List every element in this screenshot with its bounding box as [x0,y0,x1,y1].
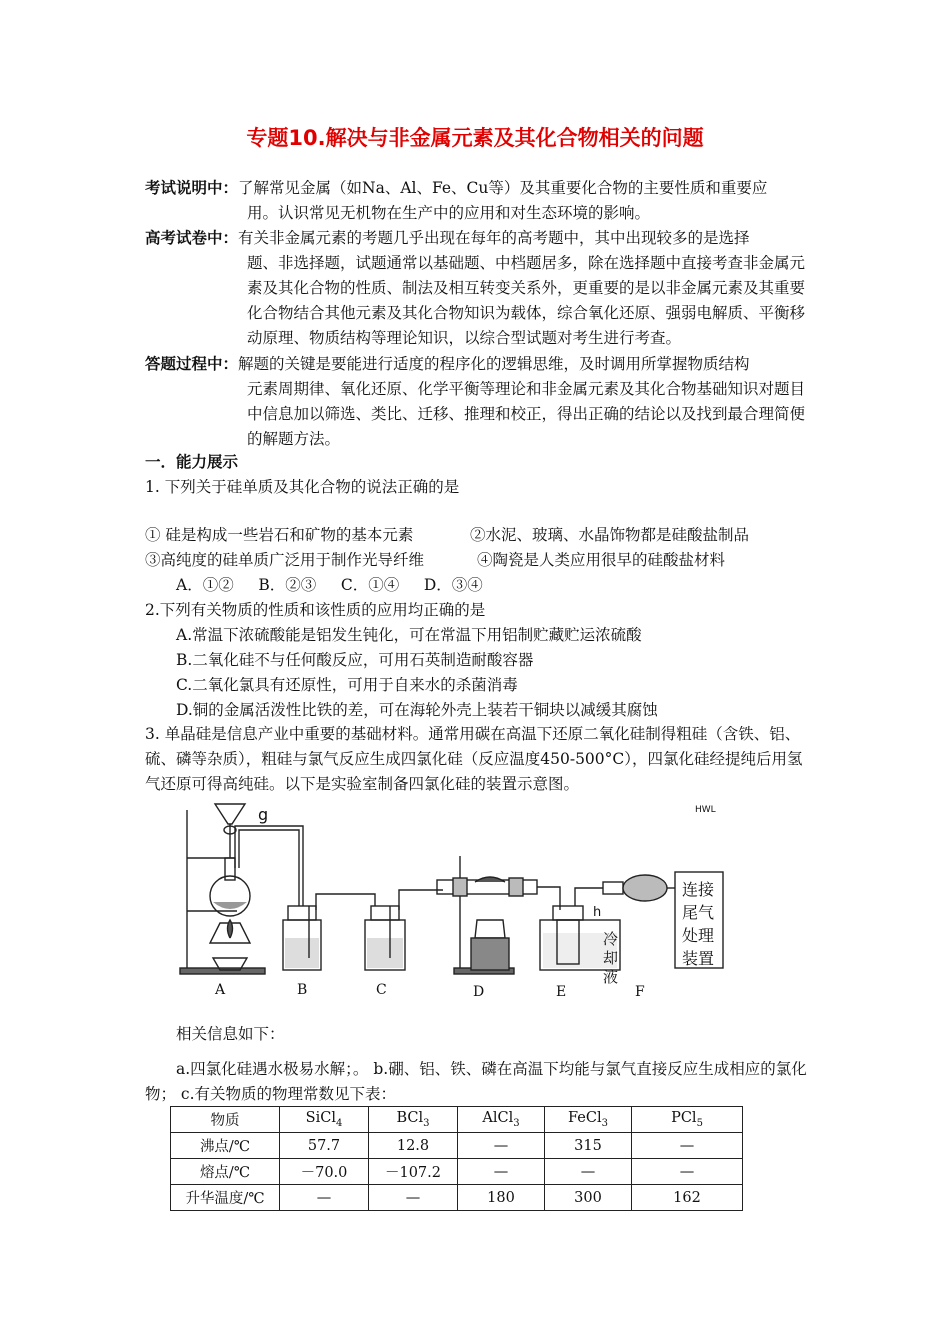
exam-description-text2: 用。认识常见无机物在生产中的应用和对生态环境的影响。 [247,204,651,222]
q3-info-text: a.四氯化硅遇水极易水解；。 b.硼、铝、铁、磷在高温下均能与氯气直接反应生成相应的氯化物； c.有关物质的物理常数见下表： [145,1060,807,1103]
q1-item-3: ③高纯度的硅单质广泛用于制作光导纤维 [145,551,425,569]
label-h: h [593,905,602,920]
apparatus-diagram [175,798,755,1003]
q2-stem: 2.下列有关物质的性质和该性质的应用均正确的是 [145,601,486,619]
apparatus-b [283,894,375,970]
label-d: D [473,984,485,1000]
table-cell: — [280,1185,369,1211]
exam-paper-description [145,226,815,351]
table-cell: 12.8 [369,1133,458,1159]
exam-description-text1: 了解常见金属（如Na、Al、Fe、Cu等）及其重要化合物的主要性质和重要应 [238,179,768,197]
q3-info-heading: 相关信息如下： [176,1025,285,1043]
table-cell: 300 [545,1185,632,1211]
answering-text2: 元素周期律、氧化还原、化学平衡等理论和非金属元素及其化合物基础知识对题目中信息加以筛选、类比、迁移、推理和校正，得出正确的结论以及找到最合理简便的解题方法。 [247,380,806,448]
label-e: E [556,984,567,1000]
label-a: A [215,982,226,998]
table-row [171,1133,743,1159]
q3-stem: 3. 单晶硅是信息产业中重要的基础材料。通常用碳在高温下还原二氧化硅制得粗硅（含铁、铝、硫、磷等杂质），粗硅与氯气反应生成四氯化硅（反应温度450-500°C），四氯化硅经提纯后用氢气还原可得高纯硅。以下是实验室制备四氯化硅的装置示意图。 [145,725,803,793]
q2-option-c: C.二氧化氯具有还原性，可用于自来水的杀菌消毒 [176,676,518,694]
label-hwl: HWL [695,805,716,815]
q1-stem: 1. 下列关于硅单质及其化合物的说法正确的是 [145,478,460,496]
table-cell: — [632,1133,743,1159]
exam-description-label: 考试说明中： [145,179,239,197]
exam-paper-text2: 题、非选择题，试题通常以基础题、中档题居多，除在选择题中直接考查非金属元素及其化合物的性质、制法及相互转变关系外，更重要的是以非金属元素及其重要化合物结合其他元素及其化合物知识为载体，综合氧化还原、强弱电解质、平衡移动原理、物质结构等理论知识，以综合型试题对考生进行考查。 [247,254,806,347]
apparatus-a [180,804,303,974]
apparatus-c [365,890,443,970]
section-heading: 一．能力展示 [145,453,239,471]
q1-item-2: ②水泥、玻璃、水晶饰物都是硅酸盐制品 [470,526,750,544]
table-row [171,1159,743,1185]
table-header-cell: AlCl$_3$ [458,1107,545,1133]
table-cell: 熔点/℃ [171,1159,280,1185]
tail-gas-label: 连接尾气处理装置 [681,880,714,968]
table-cell: －107.2 [369,1159,458,1185]
cooling-liquid-label: 冷却液 [603,930,619,986]
table-cell: 沸点/℃ [171,1133,280,1159]
table-cell: 57.7 [280,1133,369,1159]
table-cell: 162 [632,1185,743,1211]
table-cell: －70.0 [280,1159,369,1185]
table-header-cell: BCl$_3$ [369,1107,458,1133]
label-c: C [376,982,387,998]
apparatus-d [437,856,560,974]
table-cell: — [458,1133,545,1159]
table-cell: — [369,1185,458,1211]
answering-label: 答题过程中： [145,355,239,373]
table-header-cell: PCl$_5$ [632,1107,743,1133]
table-cell: 180 [458,1185,545,1211]
table-row [171,1185,743,1211]
table-cell: — [632,1159,743,1185]
table-cell: 升华温度/℃ [171,1185,280,1211]
table-cell: — [458,1159,545,1185]
q1-options: A．①② B．②③ C．①④ D．③④ [176,576,483,594]
exam-description [145,176,815,226]
exam-paper-label: 高考试卷中： [145,229,239,247]
q1-item-1: ① 硅是构成一些岩石和矿物的基本元素 [145,526,414,544]
q2-option-d: D.铜的金属活泼性比铁的差，可在海轮外壳上装若干铜块以减缓其腐蚀 [176,701,658,719]
page-title: 专题10.解决与非金属元素及其化合物相关的问题 [246,126,704,150]
table-header-cell: SiCl$_4$ [280,1107,369,1133]
q2-option-a: A.常温下浓硫酸能是铝发生钝化，可在常温下用铝制贮藏贮运浓硫酸 [176,626,642,644]
table-header-cell: 物质 [171,1107,280,1133]
table-header-row [171,1107,743,1133]
label-g: g [258,805,269,824]
table-header-cell: FeCl$_3$ [545,1107,632,1133]
table-cell: 315 [545,1133,632,1159]
apparatus-f [603,875,675,901]
label-f: F [635,984,645,1000]
answering-text1: 解题的关键是要能进行适度的程序化的逻辑思维，及时调用所掌握物质结构 [238,355,750,373]
table-cell: — [545,1159,632,1185]
answering-description [145,352,815,452]
q1-item-4: ④陶瓷是人类应用很早的硅酸盐材料 [477,551,726,569]
properties-table [170,1106,743,1211]
label-b: B [297,982,308,998]
q2-option-b: B.二氧化硅不与任何酸反应，可用石英制造耐酸容器 [176,651,534,669]
exam-paper-text1: 有关非金属元素的考题几乎出现在每年的高考题中，其中出现较多的是选择 [238,229,750,247]
